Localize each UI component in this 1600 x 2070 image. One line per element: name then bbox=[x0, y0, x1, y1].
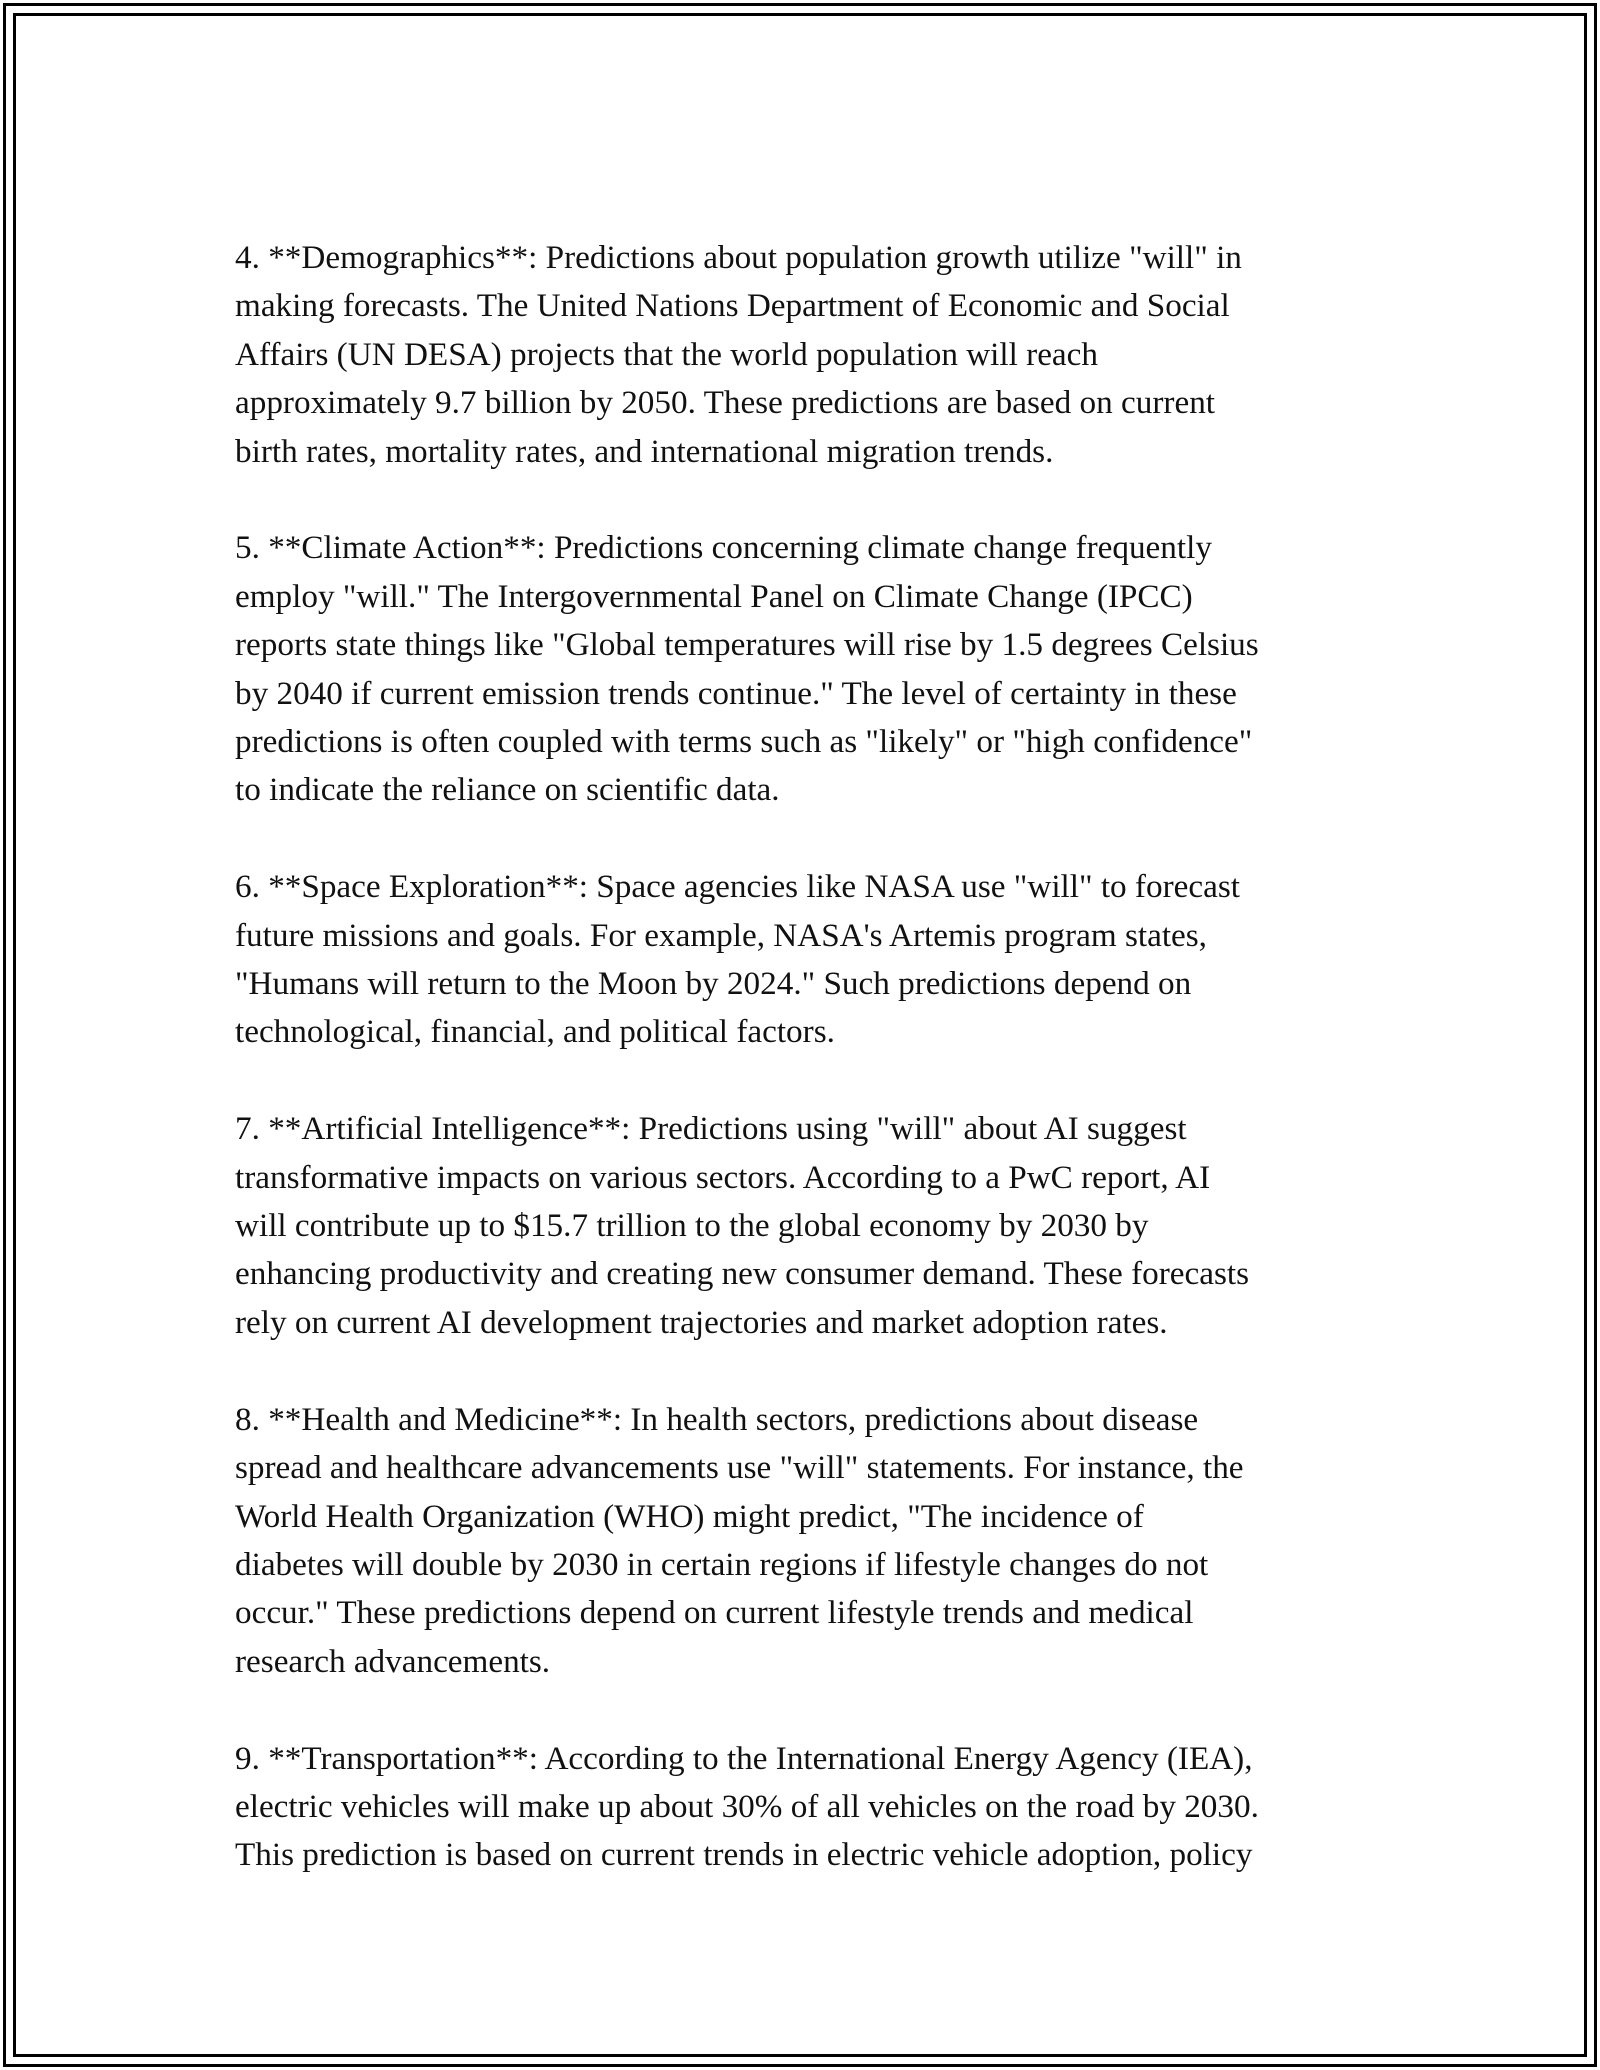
document-body bbox=[235, 234, 1375, 1928]
paragraph-artificial-intelligence: 7. **Artificial Intelligence**: Predictions using "will" about AI suggest transformative impacts on various sectors. According to a PwC report, AI will contribute up to $15.7 trillion to the global economy by 2030 by enhancing productivity and creating new consumer demand. These forecasts rely on current AI development trajectories and market adoption rates. bbox=[235, 1110, 1250, 1341]
paragraph-transportation: 9. **Transportation**: According to the International Energy Agency (IEA), electric vehicles will make up about 30% of all vehicles on the road by 2030. This prediction is based on current trends in electric vehicle adoption, policy bbox=[235, 1739, 1259, 1874]
paragraph-health-and-medicine: 8. **Health and Medicine**: In health sectors, predictions about disease spread and healthcare advancements use "will" statements. For instance, the World Health Organization (WHO) might predict, "The incidence of diabetes will double by 2030 in certain regions if lifestyle changes do not occur." These predictions depend on current lifestyle trends and medical research advancements. bbox=[235, 1400, 1244, 1680]
paragraph-climate-action: 5. **Climate Action**: Predictions concerning climate change frequently employ "will." The Intergovernmental Panel on Climate Change (IPCC) reports state things like "Global temperatures will rise by 1.5 degrees Celsius by 2040 if current emission trends continue." The level of certainty in these predictions is often coupled with terms such as "likely" or "high confidence" to indicate the reliance on scientific data. bbox=[235, 529, 1259, 809]
paragraph-space-exploration: 6. **Space Exploration**: Space agencies like NASA use "will" to forecast future missions and goals. For example, NASA's Artemis program states, "Humans will return to the Moon by 2024." Such predictions depend on technological, financial, and political factors. bbox=[235, 868, 1240, 1051]
paragraph-demographics: 4. **Demographics**: Predictions about population growth utilize "will" in making forecasts. The United Nations Department of Economic and Social Affairs (UN DESA) projects that the world population will reach approximately 9.7 billion by 2050. These predictions are based on current birth rates, mortality rates, and international migration trends. bbox=[235, 239, 1242, 470]
